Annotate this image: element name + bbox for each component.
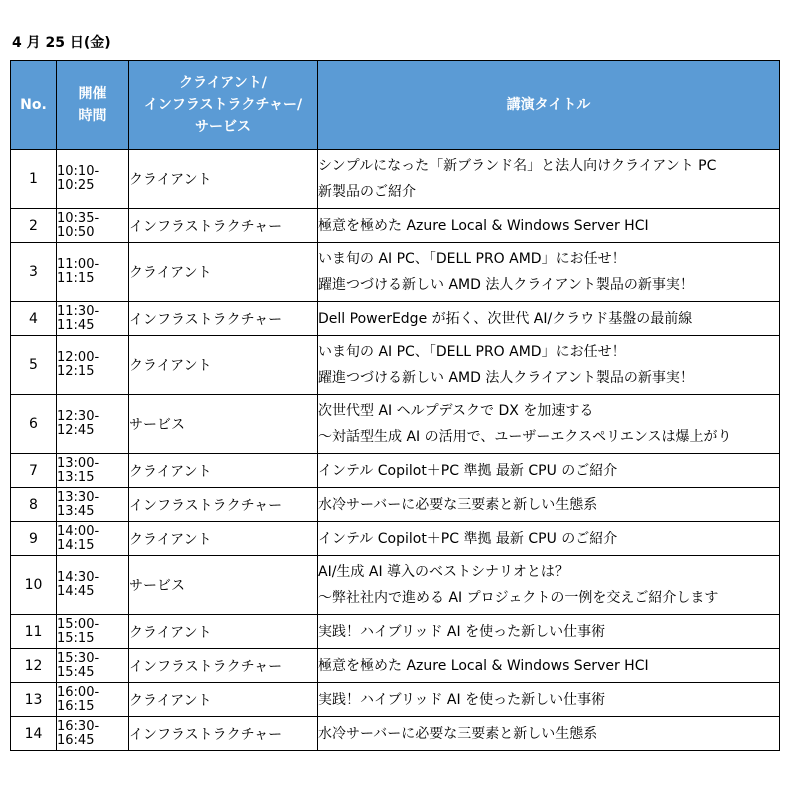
session-time (57, 302, 129, 336)
session-category: サービス (129, 395, 318, 454)
session-number: 7 (11, 454, 57, 488)
session-title-line-1: AI/生成 AI 導入のベストシナリオとは？ (318, 564, 569, 580)
header-time-line-1: 開催 (78, 86, 107, 102)
session-title-line-1: 次世代型 AI ヘルプデスクで DX を加速する (318, 403, 594, 419)
session-time-end: 16:45 (57, 732, 95, 748)
session-time-end: 12:45 (57, 423, 95, 438)
table-row (11, 683, 780, 717)
session-title-line-1: シンプルになった「新ブランド名」と法人向けクライアント PC (318, 158, 717, 174)
session-time (57, 522, 129, 556)
session-title-line-1: Dell PowerEdge が拓く、次世代 AI/クラウド基盤の最前線 (318, 310, 693, 327)
session-number: 9 (11, 522, 57, 556)
session-category: インフラストラクチャー (129, 717, 318, 751)
session-number: 5 (11, 336, 57, 395)
session-title (318, 522, 780, 556)
session-time-start: 11:30- (57, 303, 100, 319)
table-row (11, 488, 780, 522)
session-title-line-1: 極意を極めた Azure Local & Windows Server HCI (318, 217, 649, 234)
session-category: クライアント (129, 615, 318, 649)
session-title-line-1: いま旬の AI PC、「DELL PRO AMD」にお任せ！ (318, 344, 626, 360)
session-time-end: 15:45 (57, 664, 95, 680)
session-time-end: 16:15 (57, 698, 95, 714)
session-time (57, 615, 129, 649)
session-category: クライアント (129, 522, 318, 556)
session-title (318, 395, 780, 454)
session-time-end: 13:15 (57, 469, 95, 485)
session-time (57, 556, 129, 615)
session-number: 2 (11, 209, 57, 243)
session-category: サービス (129, 556, 318, 615)
session-time-start: 11:00- (57, 257, 100, 272)
session-number: 14 (11, 717, 57, 751)
session-time-start: 15:00- (57, 616, 100, 632)
session-number: 12 (11, 649, 57, 683)
session-category: クライアント (129, 683, 318, 717)
table-row (11, 717, 780, 751)
session-time-end: 11:45 (57, 317, 95, 333)
table-row (11, 556, 780, 615)
session-title (318, 717, 780, 751)
session-time-start: 14:30- (57, 570, 100, 585)
session-time (57, 336, 129, 395)
session-number: 4 (11, 302, 57, 336)
session-time-end: 14:15 (57, 537, 95, 553)
session-time-end: 10:50 (57, 224, 95, 240)
session-title (318, 615, 780, 649)
session-title-line-2: 躍進つづける新しい AMD 法人クライアント製品の新事実！ (318, 277, 694, 293)
session-time-end: 14:45 (57, 584, 95, 599)
session-category: インフラストラクチャー (129, 488, 318, 522)
table-row (11, 150, 780, 209)
header-time (57, 61, 129, 150)
session-schedule-table (10, 60, 780, 751)
table-row (11, 522, 780, 556)
session-category: クライアント (129, 454, 318, 488)
session-time (57, 649, 129, 683)
header-time-line-2: 時間 (78, 108, 107, 124)
session-title-line-1: 実践！ハイブリッド AI を使った新しい仕事術 (318, 691, 606, 708)
session-time (57, 209, 129, 243)
session-time-end: 13:45 (57, 503, 95, 519)
session-title (318, 454, 780, 488)
table-row (11, 302, 780, 336)
session-number: 8 (11, 488, 57, 522)
session-time-end: 12:15 (57, 364, 95, 379)
session-title (318, 150, 780, 209)
table-row (11, 243, 780, 302)
session-time-start: 10:10- (57, 164, 100, 179)
session-category: クライアント (129, 336, 318, 395)
session-title-line-2: ～対話型生成 AI の活用で、ユーザーエクスペリエンスは爆上がり (318, 429, 732, 445)
session-time-start: 15:30- (57, 650, 100, 666)
session-category: インフラストラクチャー (129, 302, 318, 336)
session-time-start: 14:00- (57, 523, 100, 539)
session-time-end: 15:15 (57, 630, 95, 646)
session-title (318, 649, 780, 683)
session-title (318, 243, 780, 302)
session-number: 3 (11, 243, 57, 302)
session-title (318, 556, 780, 615)
session-category: クライアント (129, 243, 318, 302)
schedule-date: 4 月 25 日(金) (12, 35, 111, 51)
session-title (318, 336, 780, 395)
session-title-line-2: 新製品のご紹介 (318, 184, 416, 200)
session-number: 1 (11, 150, 57, 209)
session-category: インフラストラクチャー (129, 209, 318, 243)
session-time (57, 683, 129, 717)
session-title-line-1: 水冷サーバーに必要な三要素と新しい生態系 (318, 496, 598, 513)
session-time-start: 13:30- (57, 489, 100, 505)
session-title-line-1: インテル Copilot＋PC 準拠 最新 CPU のご紹介 (318, 530, 618, 547)
session-time-end: 11:15 (57, 271, 95, 286)
session-time (57, 150, 129, 209)
session-title (318, 488, 780, 522)
session-title-line-1: 水冷サーバーに必要な三要素と新しい生態系 (318, 725, 598, 742)
session-title-line-2: ～弊社社内で進める AI プロジェクトの一例を交えご紹介します (318, 590, 719, 606)
header-no: No. (11, 61, 57, 150)
table-row (11, 395, 780, 454)
session-title (318, 302, 780, 336)
session-time-start: 12:30- (57, 409, 100, 424)
session-title-line-1: 極意を極めた Azure Local & Windows Server HCI (318, 657, 649, 674)
table-row (11, 615, 780, 649)
session-title (318, 209, 780, 243)
session-category: クライアント (129, 150, 318, 209)
table-row (11, 336, 780, 395)
session-time-start: 16:00- (57, 684, 100, 700)
session-number: 10 (11, 556, 57, 615)
session-title-line-1: インテル Copilot＋PC 準拠 最新 CPU のご紹介 (318, 462, 618, 479)
header-category-line-2: インフラストラクチャー/ (143, 97, 303, 113)
session-title-line-2: 躍進つづける新しい AMD 法人クライアント製品の新事実！ (318, 370, 694, 386)
session-category: インフラストラクチャー (129, 649, 318, 683)
session-title-line-1: いま旬の AI PC、「DELL PRO AMD」にお任せ！ (318, 251, 626, 267)
session-title-line-1: 実践！ハイブリッド AI を使った新しい仕事術 (318, 623, 606, 640)
session-time-start: 10:35- (57, 210, 100, 226)
header-title: 講演タイトル (318, 61, 780, 150)
session-number: 11 (11, 615, 57, 649)
session-time (57, 488, 129, 522)
session-time (57, 395, 129, 454)
table-header-row (11, 61, 780, 150)
session-time (57, 454, 129, 488)
session-time-start: 13:00- (57, 455, 100, 471)
header-category-line-1: クライアント/ (179, 75, 267, 91)
session-time (57, 243, 129, 302)
session-number: 6 (11, 395, 57, 454)
table-row (11, 209, 780, 243)
session-time-end: 10:25 (57, 178, 95, 193)
session-number: 13 (11, 683, 57, 717)
table-row (11, 454, 780, 488)
header-category (129, 61, 318, 150)
table-row (11, 649, 780, 683)
session-time (57, 717, 129, 751)
session-time-start: 16:30- (57, 718, 100, 734)
session-time-start: 12:00- (57, 350, 100, 365)
header-category-line-3: サービス (195, 119, 251, 135)
session-title (318, 683, 780, 717)
